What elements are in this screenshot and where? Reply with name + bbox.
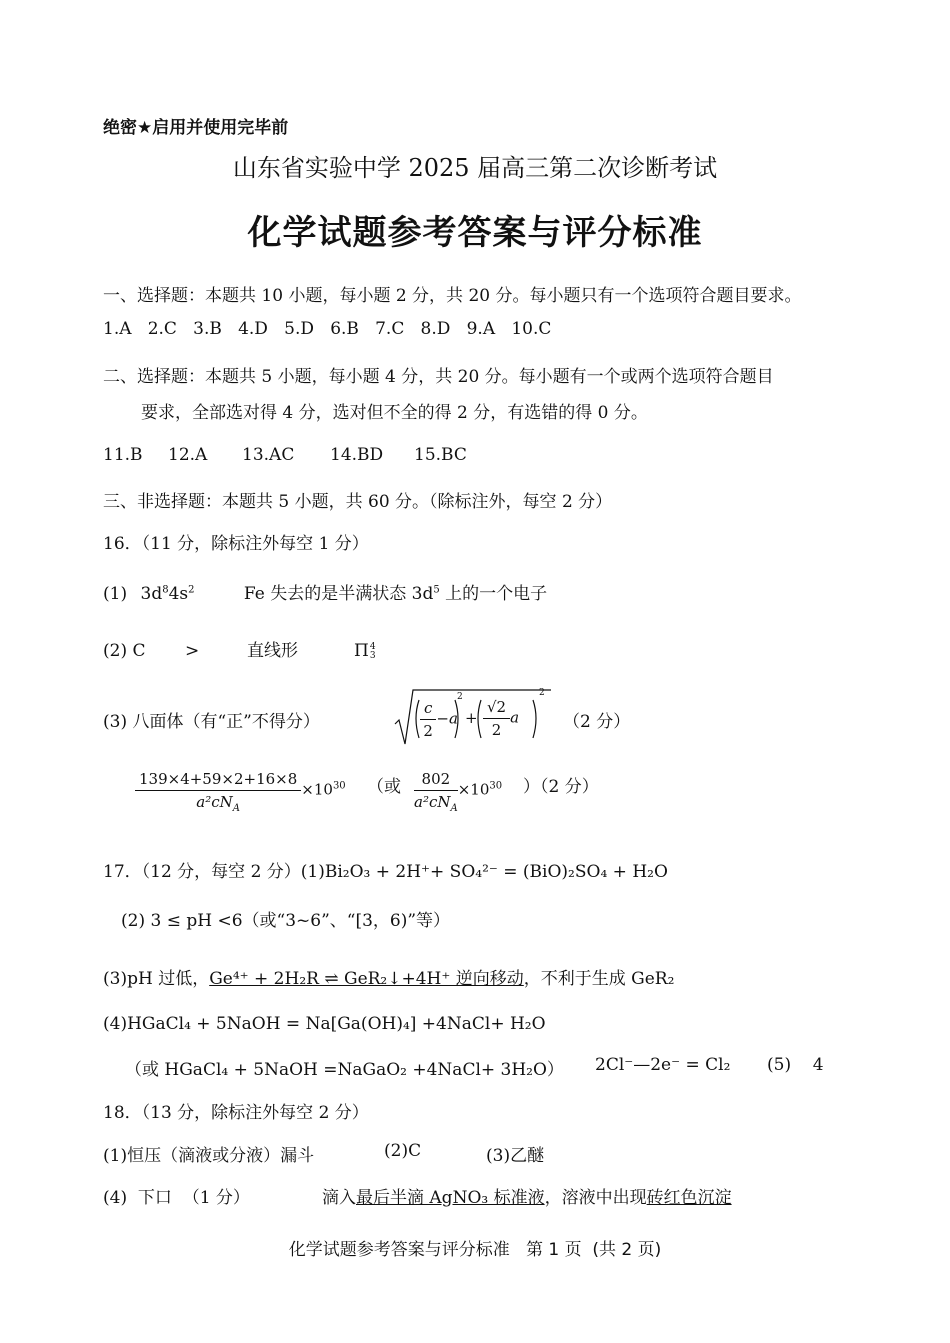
q17-electrode-reaction: 2Cl⁻—2e⁻ = Cl₂ — [595, 1055, 731, 1075]
confidential-label: 绝密★启用并使用完毕前 — [103, 118, 289, 138]
q18-part4-label: (4) 下口 （1 分） — [103, 1188, 250, 1208]
answer-15: 15.BC — [414, 445, 467, 465]
q16-part1: (1) $3d^84s^2$ Fe 失去的是半满状态 $3d^5$ 上的一个电子 — [103, 584, 548, 604]
q16-part2: (2) C > 直线形 Π 4 3 — [103, 641, 376, 661]
q18-part3: (3)乙醚 — [486, 1146, 545, 1166]
q16-p1-label: (1) — [103, 584, 128, 604]
alt-formula-close: ）（2 分） — [523, 777, 599, 797]
section2-heading-line2: 要求，全部选对得 4 分，选对但不全的得 2 分，有选错的得 0 分。 — [141, 403, 648, 423]
q18-heading: 18．（13 分，除标注外每空 2 分） — [103, 1103, 369, 1123]
q18-part4-answer: 滴入最后半滴 AgNO₃ 标准液，溶液中出现砖红色沉淀 — [322, 1188, 732, 1208]
alt-density-formula: $\frac{802}{a^2cN_A}$ $\times 10^{30}$ — [414, 770, 503, 814]
q18-part1: (1)恒压（滴液或分液）漏斗 — [103, 1146, 315, 1166]
section2-answers — [103, 445, 467, 465]
section2-heading-line1: 二、选择题：本题共 5 小题，每小题 4 分，共 20 分。每小题有一个或两个选项符合题目 — [103, 367, 774, 387]
alt-formula-open: （或 — [367, 777, 401, 797]
answer-11: 11.B — [103, 445, 143, 465]
exam-name: 山东省实验中学 2025 届高三第二次诊断考试 — [232, 154, 718, 182]
pi-bond-symbol: Π 4 3 — [354, 641, 376, 661]
q17-part5: (5) 4 — [767, 1055, 824, 1075]
section3-heading: 三、非选择题：本题共 5 小题，共 60 分。（除标注外，每空 2 分） — [103, 492, 613, 512]
q17-line3: (3)pH 过低，Ge⁴⁺ + 2H₂R ⇌ GeR₂↓+4H⁺ 逆向移动，不利于生成 GeR₂ — [103, 969, 675, 989]
q17-line2: (2) 3 ≤ pH <6（或“3~6”、“[3，6)”等） — [121, 911, 451, 931]
q17-line5-alt: （或 HGaCl₄ + 5NaOH =NaGaO₂ +4NaCl+ 3H₂O） — [125, 1060, 564, 1080]
answer-13: 13.AC — [242, 445, 295, 465]
equilibrium-equation: Ge⁴⁺ + 2H₂R ⇌ GeR₂↓+4H⁺ 逆向移动 — [209, 969, 524, 989]
page-title: 化学试题参考答案与评分标准 — [247, 213, 703, 253]
q16-p3-score: （2 分） — [563, 712, 631, 732]
density-formula: $\frac{139\times 4+59\times 2+16\times 8}{a^2cN_A}$ $\times 10^{30}$ — [135, 770, 346, 811]
q16-p3-label: (3) 八面体（有“正”不得分） — [103, 712, 320, 732]
answer-12: 12.A — [168, 445, 208, 465]
answer-14: 14.BD — [330, 445, 384, 465]
q17-line4: (4)HGaCl₄ + 5NaOH = Na[Ga(OH)₄] +4NaCl+ H₂O — [103, 1014, 546, 1034]
page-footer: 化学试题参考答案与评分标准 第 1 页 (共 2 页) — [288, 1240, 662, 1260]
q16-heading: 16．（11 分，除标注外每空 1 分） — [103, 534, 369, 554]
bond-length-formula: $\frac{c}{2}$ −a 2 + $\frac{√2}{2}$ a 2 — [393, 686, 553, 748]
section1-heading: 一、选择题：本题共 10 小题，每小题 2 分，共 20 分。每小题只有一个选项符合题目要求。 — [103, 286, 802, 306]
section1-answers: 1.A 2.C 3.B 4.D 5.D 6.B 7.C 8.D 9.A 10.C — [103, 319, 552, 339]
q18-part2: (2)C — [384, 1141, 422, 1161]
q17-line1: 17．（12 分，每空 2 分）(1)Bi₂O₃ + 2H⁺+ SO₄²⁻ = (BiO)₂SO₄ + H₂O — [103, 862, 668, 882]
